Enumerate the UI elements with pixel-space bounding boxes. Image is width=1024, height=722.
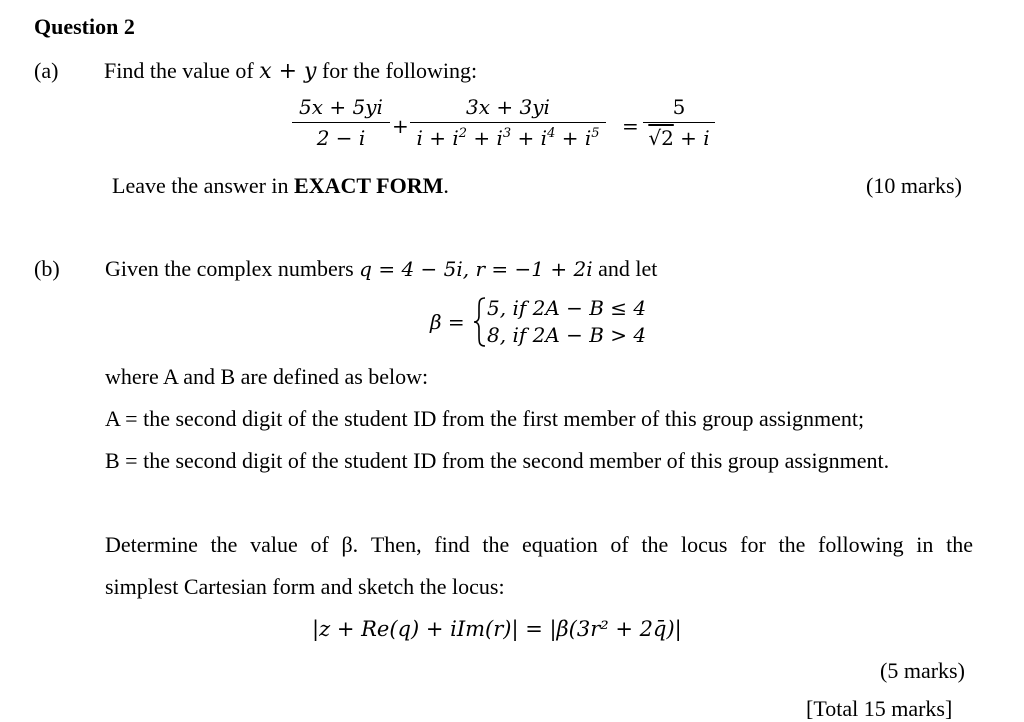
fraction-1-numerator: 5x + 5yi bbox=[299, 95, 383, 119]
beta-case-1 bbox=[487, 296, 646, 320]
part-a-label: (a) bbox=[34, 58, 59, 83]
part-a-intro bbox=[104, 58, 477, 84]
case-1-text: 5, if 2A − B ≤ 4 bbox=[487, 296, 647, 320]
definition-a: A = the second digit of the student ID from the first member of this group assignment; bbox=[105, 406, 865, 431]
den-part-1: i + i bbox=[416, 126, 459, 150]
given-tail: and let bbox=[592, 256, 658, 281]
part-a-intro-expr: x + y bbox=[259, 59, 317, 84]
definition-b: B = the second digit of the student ID from the second member of this group assignment. bbox=[105, 448, 890, 473]
exponent-4: 4 bbox=[547, 126, 556, 142]
part-b-marks: (5 marks) bbox=[880, 658, 965, 683]
leave-text: Leave the answer in bbox=[112, 173, 295, 198]
locus-equation: |z + Re(q) + iIm(r)| = |β(3r² + 2q̄)| bbox=[312, 617, 682, 641]
beta-lhs: β = bbox=[430, 310, 465, 334]
fraction-3-denominator bbox=[643, 125, 715, 151]
total-marks: [Total 15 marks] bbox=[806, 696, 953, 721]
leave-answer-text bbox=[112, 173, 449, 199]
left-brace-icon bbox=[473, 296, 487, 348]
fraction-3 bbox=[643, 94, 715, 151]
fraction-2-numerator: 3x + 3yi bbox=[466, 95, 550, 119]
part-b-given bbox=[105, 256, 657, 282]
part-a-intro-tail: for the following: bbox=[316, 58, 478, 83]
exponent-5: 5 bbox=[591, 126, 600, 142]
fraction-2-denominator bbox=[410, 125, 606, 151]
sqrt-two: √2 bbox=[648, 126, 674, 150]
determine-line-2: simplest Cartesian form and sketch the locus: bbox=[105, 574, 505, 599]
part-a-intro-text: Find the value of bbox=[104, 58, 260, 83]
part-b-label: (b) bbox=[34, 256, 60, 281]
exponent-3: 3 bbox=[502, 126, 512, 142]
where-text: where A and B are defined as below: bbox=[105, 364, 429, 389]
beta-case-2 bbox=[487, 323, 646, 347]
fraction-2-bar bbox=[410, 122, 606, 123]
given-expr: q = 4 − 5i, r = −1 + 2i bbox=[359, 257, 593, 281]
equals-sign: = bbox=[622, 114, 639, 138]
plus-sign: + bbox=[392, 114, 409, 138]
den-part-2: + i bbox=[467, 126, 503, 150]
fraction-3-numerator: 5 bbox=[672, 95, 686, 119]
den-part-4: + i bbox=[555, 126, 592, 150]
fraction-1-denominator: 2 − i bbox=[316, 126, 366, 150]
den-tail: + i bbox=[673, 126, 710, 150]
question-title: Question 2 bbox=[34, 14, 135, 39]
fraction-1 bbox=[292, 94, 390, 151]
fraction-3-bar bbox=[643, 122, 715, 123]
den-part-3: + i bbox=[511, 126, 548, 150]
leave-end: . bbox=[443, 173, 449, 198]
fraction-2 bbox=[410, 94, 606, 151]
fraction-1-bar bbox=[292, 122, 390, 123]
part-a-marks: (10 marks) bbox=[866, 173, 962, 198]
exponent-2: 2 bbox=[458, 126, 468, 142]
case-2-text: 8, if 2A − B > 4 bbox=[487, 323, 647, 347]
given-text: Given the complex numbers bbox=[105, 256, 360, 281]
exact-form-bold: EXACT FORM bbox=[294, 173, 444, 198]
determine-line-1: Determine the value of β. Then, find the equation of the locus for the following in the bbox=[105, 532, 973, 557]
